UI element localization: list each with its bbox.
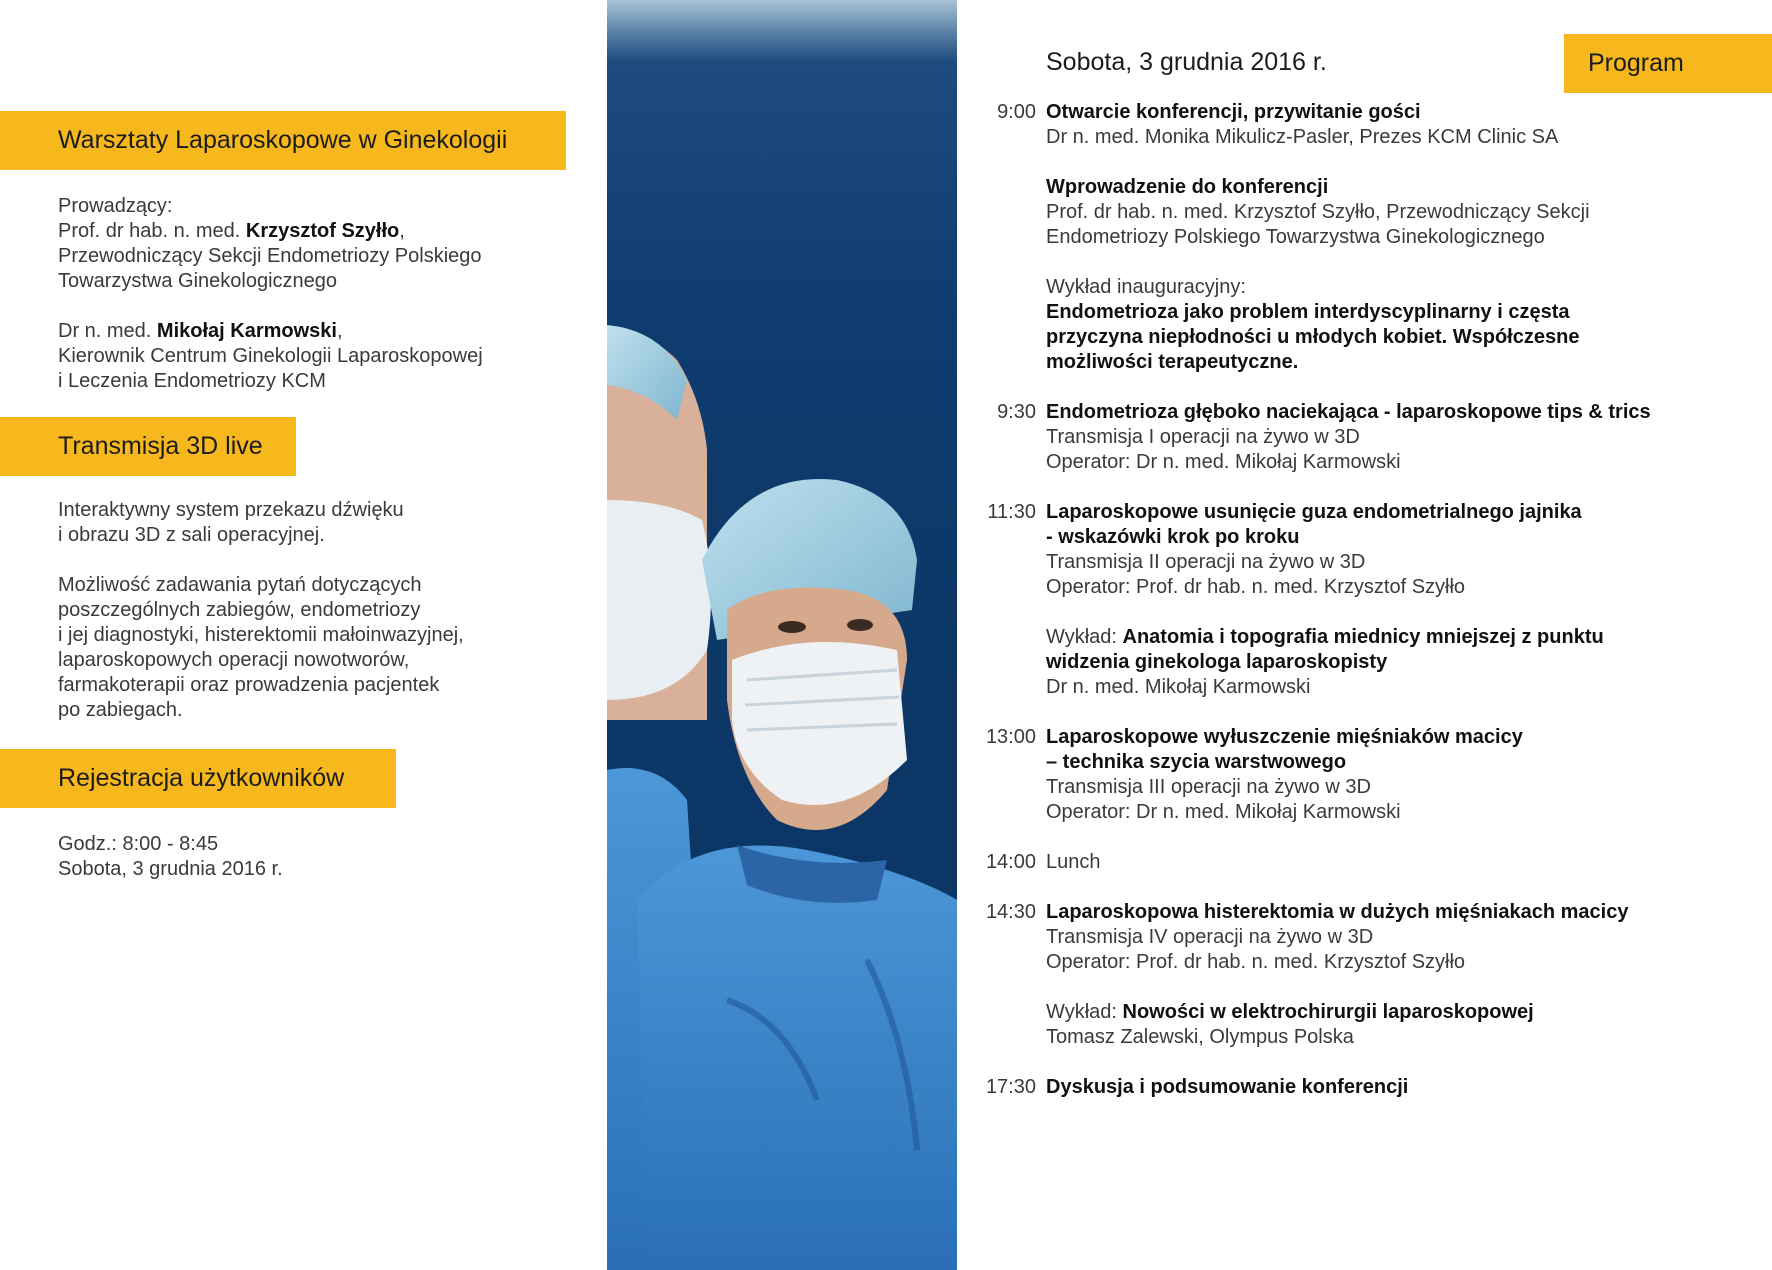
schedule-line: Endometriozy Polskiego Towarzystwa Ginekologicznego <box>1046 226 1545 248</box>
leader2-prefix: Dr n. med. <box>58 320 157 342</box>
schedule-item <box>970 500 1750 600</box>
leader1-line <box>58 219 558 244</box>
transmission-block <box>58 498 558 723</box>
schedule-item <box>970 1000 1750 1050</box>
leader1-role-2: Towarzystwa Ginekologicznego <box>58 270 338 292</box>
registration-block <box>58 832 558 882</box>
schedule-title: Endometrioza jako problem interdyscyplinarny i częsta <box>1046 301 1570 323</box>
questions-line: i jej diagnostyki, histerektomii małoinwazyjnej, <box>58 624 464 646</box>
schedule <box>970 100 1750 1125</box>
schedule-title: Nowości w elektrochirurgii laparoskopowej <box>1122 1001 1534 1023</box>
schedule-title: Wprowadzenie do konferencji <box>1046 176 1329 198</box>
schedule-item <box>970 850 1750 875</box>
schedule-line: Dr n. med. Mikołaj Karmowski <box>1046 676 1311 698</box>
schedule-line: Operator: Dr n. med. Mikołaj Karmowski <box>1046 801 1401 823</box>
workshop-title-banner <box>0 111 566 170</box>
schedule-title: Laparoskopowe wyłuszczenie mięśniaków macicy <box>1046 726 1523 748</box>
schedule-line: Transmisja I operacji na żywo w 3D <box>1046 426 1360 448</box>
leader1-role-1: Przewodniczący Sekcji Endometriozy Polskiego <box>58 245 482 267</box>
schedule-time: 14:30 <box>985 901 1036 923</box>
questions-line: po zabiegach. <box>58 699 183 721</box>
schedule-item <box>970 1075 1750 1100</box>
workshop-title: Warsztaty Laparoskopowe w Ginekologii <box>58 126 508 154</box>
leader2-role-2: i Leczenia Endometriozy KCM <box>58 370 326 392</box>
program-label: Program <box>1588 49 1684 77</box>
questions-line: farmakoterapii oraz prowadzenia pacjentek <box>58 674 440 696</box>
schedule-item <box>970 725 1750 825</box>
schedule-time: 9:00 <box>997 101 1036 123</box>
leader2-suffix: , <box>336 320 343 342</box>
schedule-pre-line: Wykład inauguracyjny: <box>1046 276 1246 298</box>
schedule-time: 13:00 <box>985 726 1036 748</box>
schedule-title: - wskazówki krok po kroku <box>1046 526 1300 548</box>
schedule-title: Laparoskopowe usunięcie guza endometrialnego jajnika <box>1046 501 1582 523</box>
schedule-line: Transmisja II operacji na żywo w 3D <box>1046 551 1366 573</box>
questions-line: Możliwość zadawania pytań dotyczących <box>58 574 422 596</box>
transmission-banner <box>0 417 296 476</box>
registration-banner <box>0 749 396 808</box>
schedule-time <box>970 275 1036 375</box>
schedule-title: Otwarcie konferencji, przywitanie gości <box>1046 101 1421 123</box>
schedule-item <box>970 175 1750 250</box>
questions-line: laparoskopowych operacji nowotworów, <box>58 649 410 671</box>
leaders-label: Prowadzący: <box>58 195 173 217</box>
lecture-prefix: Wykład: <box>1046 626 1123 648</box>
schedule-item <box>970 100 1750 150</box>
surgeons-illustration <box>607 0 957 1270</box>
schedule-line: Tomasz Zalewski, Olympus Polska <box>1046 1026 1354 1048</box>
schedule-line: Operator: Dr n. med. Mikołaj Karmowski <box>1046 451 1401 473</box>
registration-title: Rejestracja użytkowników <box>58 764 345 792</box>
schedule-title: Laparoskopowa histerektomia w dużych mięśniakach macicy <box>1046 901 1629 923</box>
schedule-line: Operator: Prof. dr hab. n. med. Krzysztof Szyłło <box>1046 576 1466 598</box>
schedule-plain: Lunch <box>1046 851 1101 873</box>
schedule-line: Transmisja III operacji na żywo w 3D <box>1046 776 1371 798</box>
schedule-item <box>970 275 1750 375</box>
schedule-time <box>970 625 1036 700</box>
schedule-title: – technika szycia warstwowego <box>1046 751 1347 773</box>
schedule-time: 9:30 <box>997 401 1036 423</box>
schedule-time <box>970 175 1036 250</box>
schedule-time: 17:30 <box>985 1076 1036 1098</box>
surgeons-photo <box>607 0 957 1270</box>
leaders-block <box>58 194 558 394</box>
program-date: Sobota, 3 grudnia 2016 r. <box>1046 48 1327 76</box>
transmission-line: Interaktywny system przekazu dźwięku <box>58 499 404 521</box>
registration-hours: Godz.: 8:00 - 8:45 <box>58 833 219 855</box>
schedule-time: 14:00 <box>985 851 1036 873</box>
leader2-line <box>58 319 558 344</box>
transmission-title: Transmisja 3D live <box>58 432 263 460</box>
schedule-title: widzenia ginekologa laparoskopisty <box>1046 651 1388 673</box>
questions-line: poszczególnych zabiegów, endometriozy <box>58 599 421 621</box>
schedule-item <box>970 900 1750 975</box>
leader2-role-1: Kierownik Centrum Ginekologii Laparoskopowej <box>58 345 483 367</box>
schedule-title: Endometrioza głęboko naciekająca - laparoskopowe tips & trics <box>1046 401 1651 423</box>
schedule-title: Anatomia i topografia miednicy mniejszej z punktu <box>1122 626 1604 648</box>
schedule-line: Transmisja IV operacji na żywo w 3D <box>1046 926 1374 948</box>
schedule-time: 11:30 <box>987 501 1036 523</box>
leader2-name: Mikołaj Karmowski <box>156 320 337 342</box>
leader1-prefix: Prof. dr hab. n. med. <box>58 220 246 242</box>
program-tab <box>1564 34 1772 93</box>
transmission-line: i obrazu 3D z sali operacyjnej. <box>58 524 325 546</box>
schedule-title: możliwości terapeutyczne. <box>1046 351 1299 373</box>
schedule-line: Operator: Prof. dr hab. n. med. Krzysztof Szyłło <box>1046 951 1466 973</box>
registration-date: Sobota, 3 grudnia 2016 r. <box>58 858 283 880</box>
schedule-title: przyczyna niepłodności u młodych kobiet. Współczesne <box>1046 326 1580 348</box>
leader1-name: Krzysztof Szyłło <box>245 220 400 242</box>
schedule-line: Dr n. med. Monika Mikulicz-Pasler, Prezes KCM Clinic SA <box>1046 126 1559 148</box>
schedule-item <box>970 625 1750 700</box>
schedule-title: Dyskusja i podsumowanie konferencji <box>1046 1076 1409 1098</box>
leader1-suffix: , <box>399 220 405 242</box>
schedule-item <box>970 400 1750 475</box>
schedule-line: Prof. dr hab. n. med. Krzysztof Szyłło, Przewodniczący Sekcji <box>1046 201 1590 223</box>
schedule-time <box>970 1000 1036 1050</box>
lecture-prefix: Wykład: <box>1046 1001 1123 1023</box>
